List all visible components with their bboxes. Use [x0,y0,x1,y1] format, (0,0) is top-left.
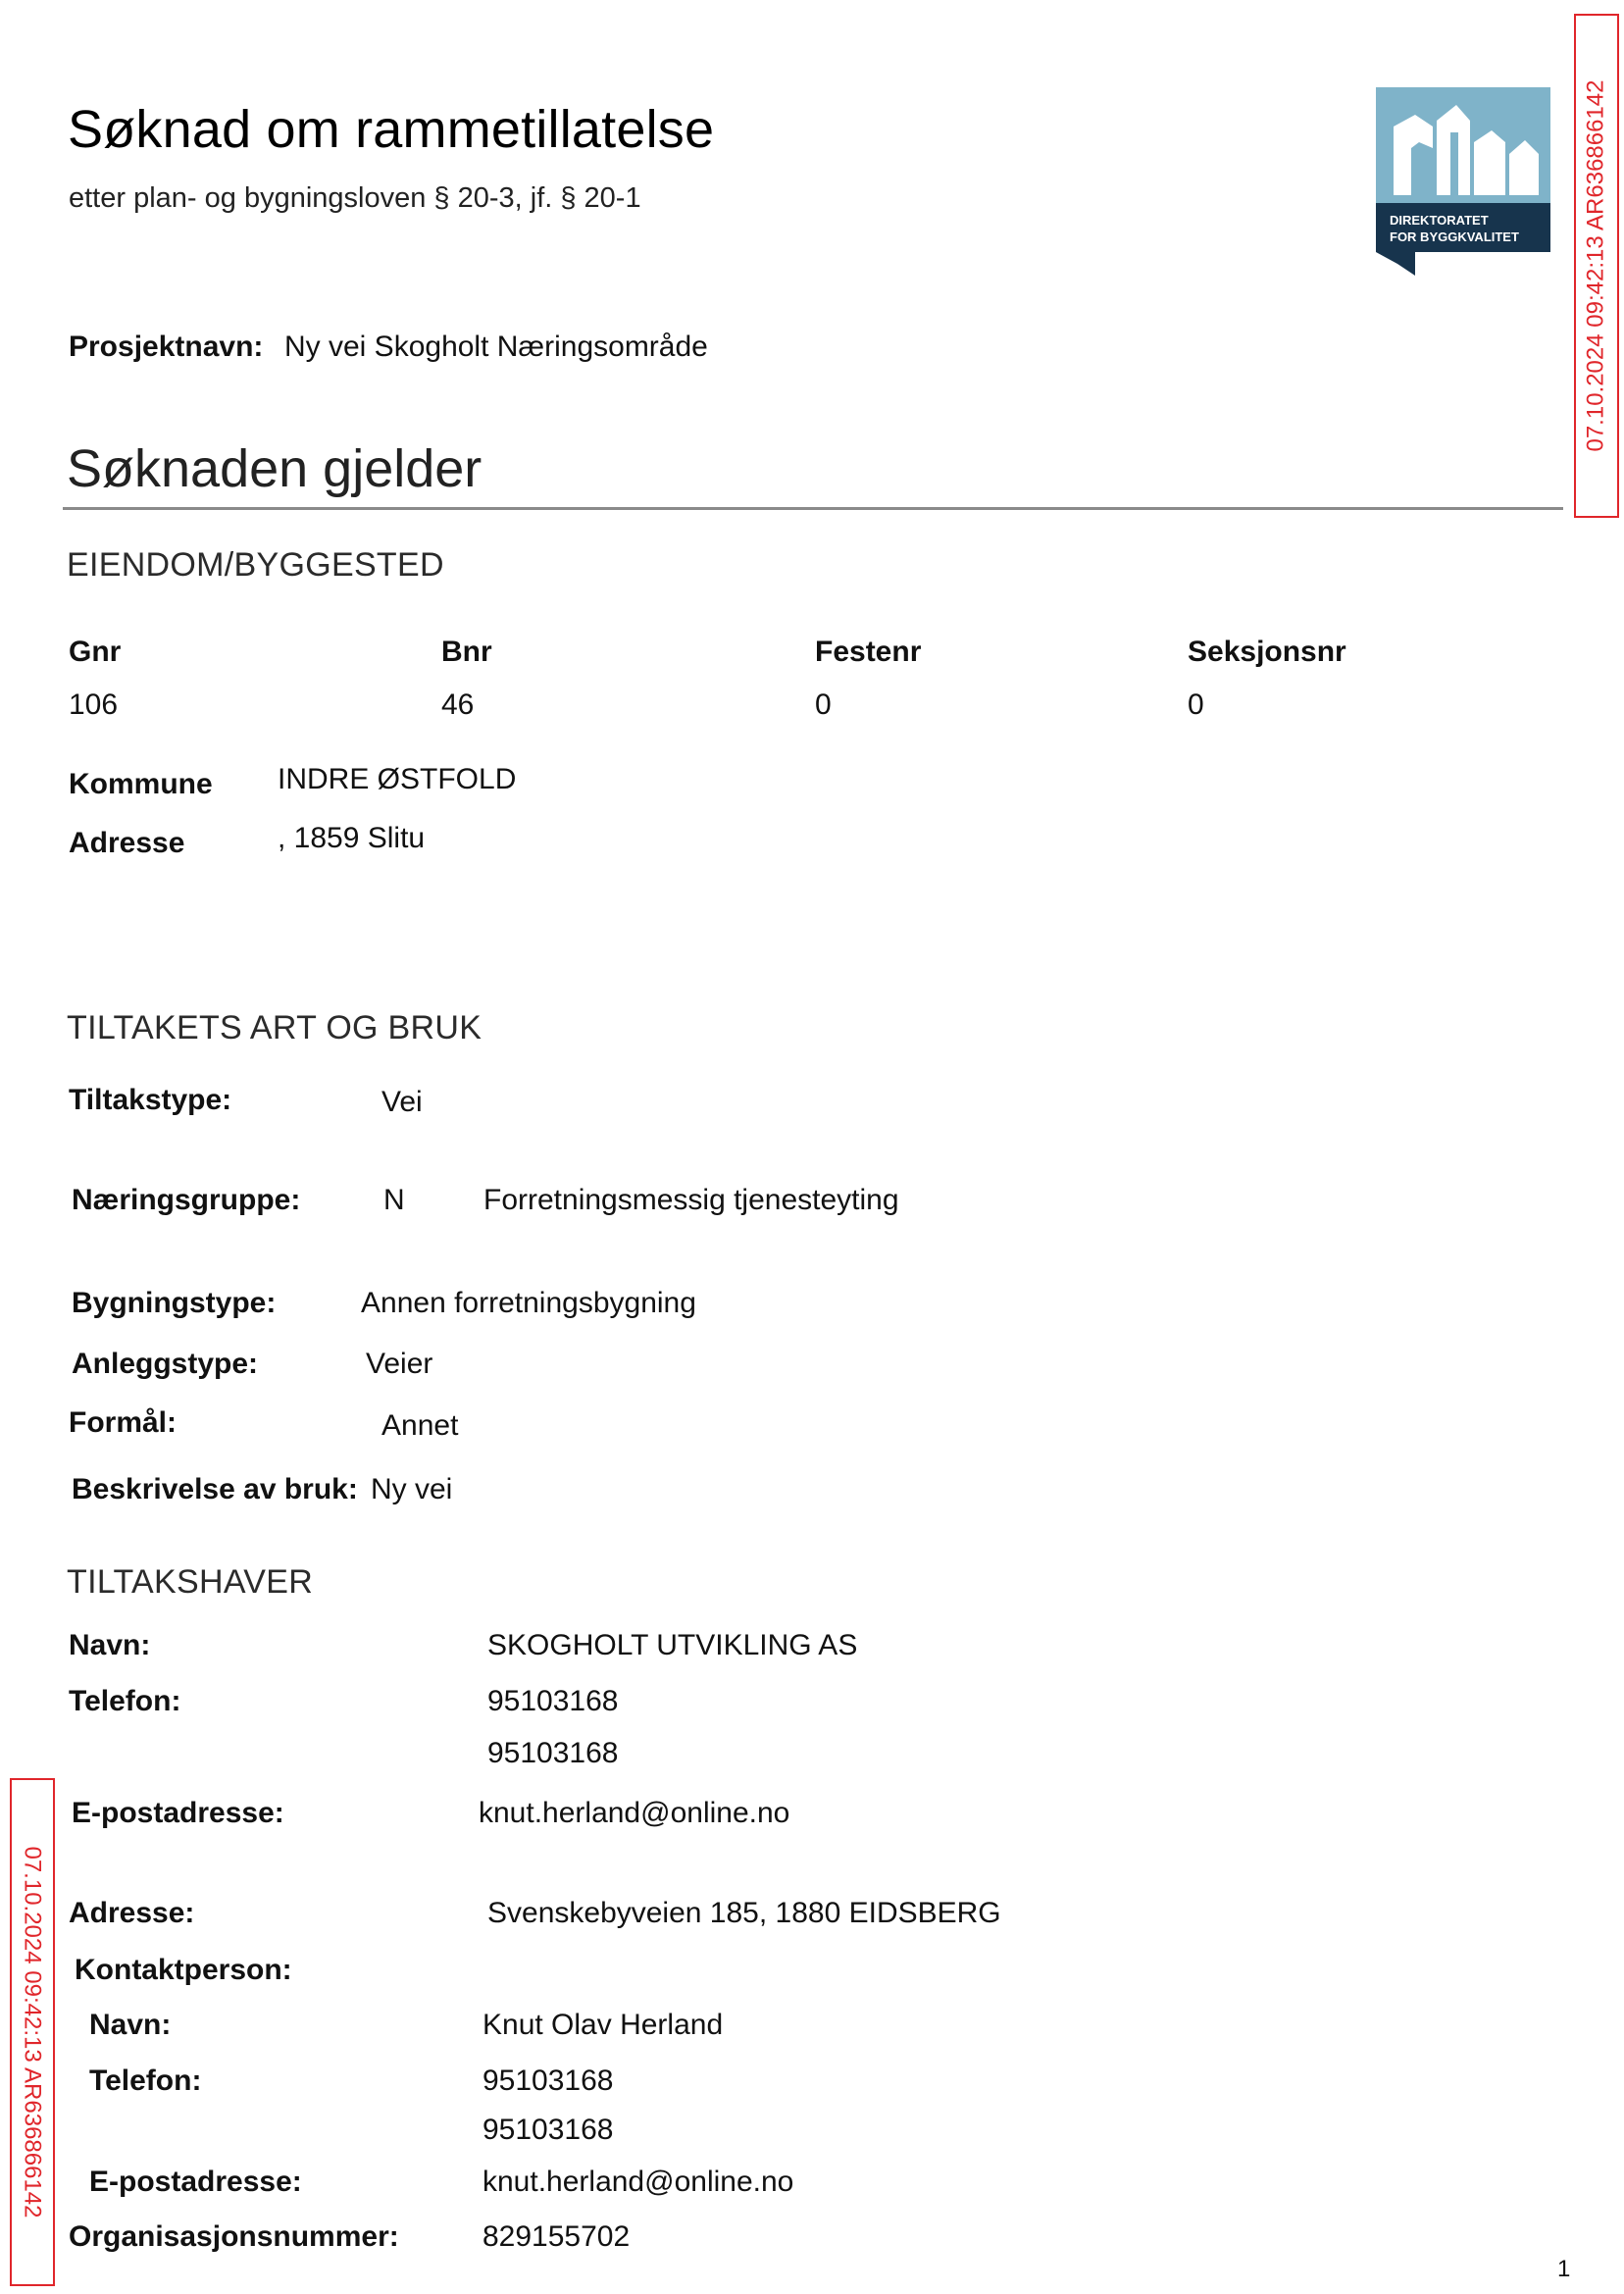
anleggstype-value: Veier [366,1348,433,1380]
naeringsgruppe-label: Næringsgruppe: [72,1184,301,1216]
page-number: 1 [1557,2256,1571,2282]
beskrivelse-value: Ny vei [371,1473,453,1505]
owner-phone-label: Telefon: [69,1685,181,1717]
logo-text-line1: DIREKTORATET [1390,213,1489,228]
stamp-text: 07.10.2024 09:42:13 AR636866142 [1583,79,1609,452]
owner-address-label: Adresse: [69,1897,195,1929]
gnr-label: Gnr [69,636,122,668]
owner-phone-value-1: 95103168 [487,1685,619,1717]
measure-section-title: TILTAKETS ART OG BRUK [67,1009,482,1046]
date-stamp-top [1574,14,1619,518]
project-name-value: Ny vei Skogholt Næringsområde [284,331,708,363]
document-title: Søknad om rammetillatelse [68,100,715,159]
owner-phone-value-2: 95103168 [487,1737,619,1769]
seksjonsnr-value: 0 [1188,688,1204,721]
property-section-title: EIENDOM/BYGGESTED [67,546,444,584]
formal-label: Formål: [69,1406,178,1439]
contact-phone-value-2: 95103168 [482,2114,614,2146]
owner-address-value: Svenskebyveien 185, 1880 EIDSBERG [487,1897,1001,1929]
bygningstype-label: Bygningstype: [72,1287,277,1319]
document-subtitle: etter plan- og bygningsloven § 20-3, jf. § 20-1 [69,182,641,214]
kommune-label: Kommune [69,768,213,800]
owner-name-label: Navn: [69,1629,151,1661]
heading-divider [63,507,1563,510]
formal-value: Annet [381,1409,459,1442]
org-number-value: 829155702 [482,2220,631,2253]
contact-phone-label: Telefon: [89,2065,202,2097]
gnr-value: 106 [69,688,119,721]
bnr-label: Bnr [441,636,492,668]
owner-name-value: SKOGHOLT UTVIKLING AS [487,1629,858,1661]
beskrivelse-label: Beskrivelse av bruk: [72,1473,358,1505]
contact-name-label: Navn: [89,2009,172,2041]
owner-section-title: TILTAKSHAVER [67,1563,314,1601]
adresse-label: Adresse [69,827,185,859]
contact-phone-value-1: 95103168 [482,2065,614,2097]
owner-email-label: E-postadresse: [72,1797,284,1829]
application-heading: Søknaden gjelder [67,439,482,498]
contact-name-value: Knut Olav Herland [482,2009,724,2041]
seksjonsnr-label: Seksjonsnr [1188,636,1346,668]
contact-email-label: E-postadresse: [89,2166,302,2198]
bygningstype-value: Annen forretningsbygning [361,1287,696,1319]
contact-email-value: knut.herland@online.no [482,2166,794,2198]
naeringsgruppe-code: N [383,1184,405,1216]
festenr-label: Festenr [815,636,922,668]
date-stamp-bottom [10,1778,55,2286]
naeringsgruppe-value: Forretningsmessig tjenesteyting [483,1184,899,1216]
adresse-value: , 1859 Slitu [278,822,426,854]
tiltakstype-label: Tiltakstype: [69,1084,232,1116]
dibk-logo [1376,87,1550,276]
tiltakstype-value: Vei [381,1086,423,1118]
contact-person-label: Kontaktperson: [75,1954,292,1986]
kommune-value: INDRE ØSTFOLD [278,763,517,795]
festenr-value: 0 [815,688,832,721]
anleggstype-label: Anleggstype: [72,1348,259,1380]
logo-text-line2: FOR BYGGKVALITET [1390,229,1519,244]
bnr-value: 46 [441,688,475,721]
project-name-label: Prosjektnavn: [69,331,264,363]
stamp-text: 07.10.2024 09:42:13 AR636866142 [20,1846,46,2218]
owner-email-value: knut.herland@online.no [479,1797,790,1829]
org-number-label: Organisasjonsnummer: [69,2220,399,2253]
